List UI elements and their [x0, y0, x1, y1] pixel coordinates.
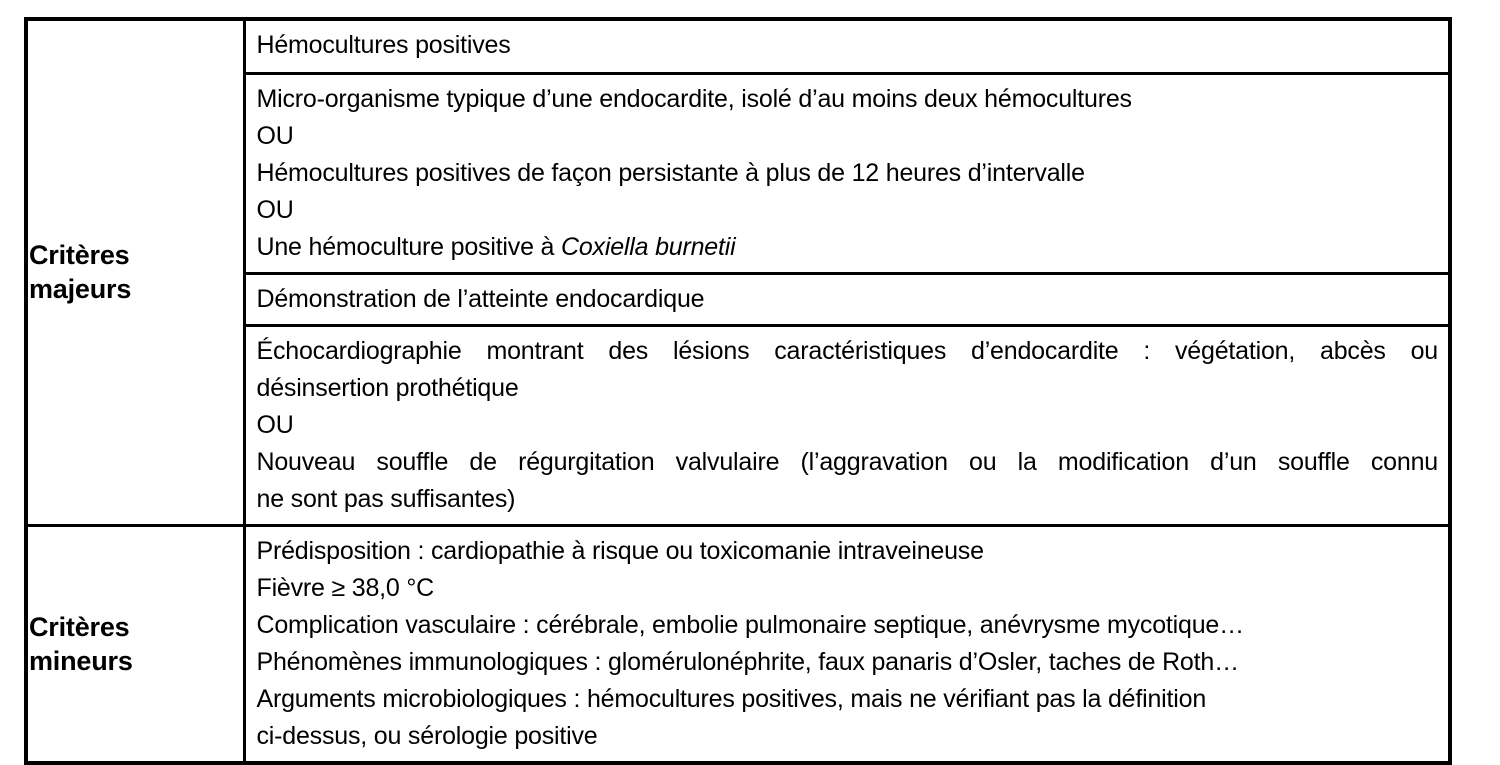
- text-line: Nouveau souffle de régurgitation valvulaire (l’aggravation ou la modification d’un souffle connu: [256, 447, 1438, 476]
- cell-major-microorganism-alternatives: [244, 73, 1450, 273]
- cell-major-endocardial-involvement: [244, 273, 1450, 325]
- text-line: Fièvre ≥ 38,0 °C: [256, 573, 435, 602]
- text-line: OU: [256, 410, 294, 439]
- text-line: Complication vasculaire : cérébrale, embolie pulmonaire septique, anévrysme mycotique…: [256, 610, 1244, 639]
- row-label-minor-criteria: [26, 525, 244, 763]
- text-line: mineurs: [29, 645, 133, 676]
- text-line: Critères: [29, 611, 130, 642]
- text-line: désinsertion prothétique: [256, 373, 519, 402]
- text-line: Phénomènes immunologiques : glomérulonéphrite, faux panaris d’Osler, taches de Roth…: [256, 647, 1239, 676]
- text-line: ci-dessus, ou sérologie positive: [256, 721, 598, 750]
- text-line: OU: [256, 195, 294, 224]
- text-line: Hémocultures positives de façon persistante à plus de 12 heures d’intervalle: [256, 158, 1085, 187]
- text-line: majeurs: [29, 274, 132, 305]
- cell-major-positive-blood-cultures: [244, 19, 1450, 73]
- text-line: OU: [256, 121, 294, 150]
- text-line: Prédisposition : cardiopathie à risque ou toxicomanie intraveineuse: [256, 536, 984, 565]
- text-line: Micro-organisme typique d’une endocardite, isolé d’au moins deux hémocultures: [256, 84, 1132, 113]
- cell-major-echocardiography-alternatives: [244, 325, 1450, 525]
- text-line: Démonstration de l’atteinte endocardique: [256, 284, 705, 313]
- cell-minor-criteria-list: [244, 525, 1450, 763]
- text-line: Arguments microbiologiques : hémocultures positives, mais ne vérifiant pas la définition: [256, 684, 1207, 713]
- text-line: Hémocultures positives: [256, 31, 511, 59]
- text-line: ne sont pas suffisantes): [256, 484, 516, 513]
- row-label-major-criteria: [26, 19, 244, 525]
- text-line: Échocardiographie montrant des lésions caractéristiques d’endocardite : végétation, abcès ou: [256, 336, 1438, 365]
- endocarditis-criteria-table: [24, 17, 1452, 765]
- text-line: Une hémoculture positive à Coxiella burnetii: [256, 232, 736, 261]
- text-line: Critères: [29, 240, 130, 271]
